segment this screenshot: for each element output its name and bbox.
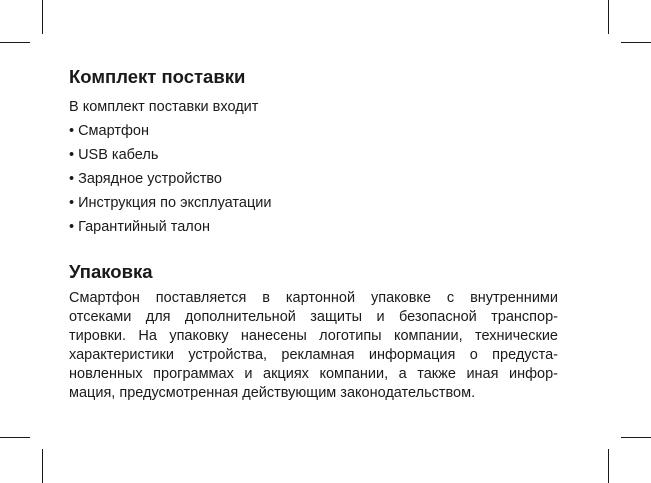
bullet: • (69, 171, 75, 187)
document-content (69, 66, 558, 403)
list-item (69, 143, 558, 167)
list-item (69, 119, 558, 143)
paragraph-line: характеристики устройства, рекламная информация о предуста- (69, 347, 558, 363)
bullet: • (69, 195, 75, 211)
packaging-paragraph (69, 289, 558, 403)
package-contents-list (69, 119, 558, 239)
list-item-text: USB кабель (78, 147, 159, 163)
crop-mark-top-left-horizontal (0, 42, 30, 43)
bullet: • (69, 123, 75, 139)
crop-mark-top-right-horizontal (621, 42, 651, 43)
packaging-heading: Упаковка (69, 261, 153, 282)
crop-mark-bottom-right-horizontal (621, 437, 651, 438)
paragraph-line: новленных программах и акциях компании, а также иная инфор- (69, 366, 558, 382)
package-contents-intro: В комплект поставки входит (69, 99, 259, 115)
paragraph-line: мация, предусмотренная действующим законодательством. (69, 385, 476, 401)
list-item-text: Смартфон (78, 123, 149, 139)
list-item (69, 215, 558, 239)
paragraph-line: отсеками для дополнительной защиты и безопасной транспор- (69, 309, 558, 325)
bullet: • (69, 219, 75, 235)
crop-mark-bottom-left-vertical (42, 449, 43, 483)
crop-mark-bottom-left-horizontal (0, 437, 30, 438)
list-item-text: Зарядное устройство (78, 171, 222, 187)
paragraph-line: тировки. На упаковку нанесены логотипы компании, технические (69, 328, 558, 344)
list-item-text: Гарантийный талон (78, 219, 210, 235)
list-item (69, 167, 558, 191)
crop-mark-top-right-vertical (608, 0, 609, 34)
package-contents-heading: Комплект поставки (69, 66, 246, 87)
paragraph-line: Смартфон поставляется в картонной упаковке с внутренними (69, 290, 558, 306)
crop-mark-top-left-vertical (42, 0, 43, 34)
list-item (69, 191, 558, 215)
bullet: • (69, 147, 75, 163)
crop-mark-bottom-right-vertical (608, 449, 609, 483)
list-item-text: Инструкция по эксплуатации (78, 195, 272, 211)
